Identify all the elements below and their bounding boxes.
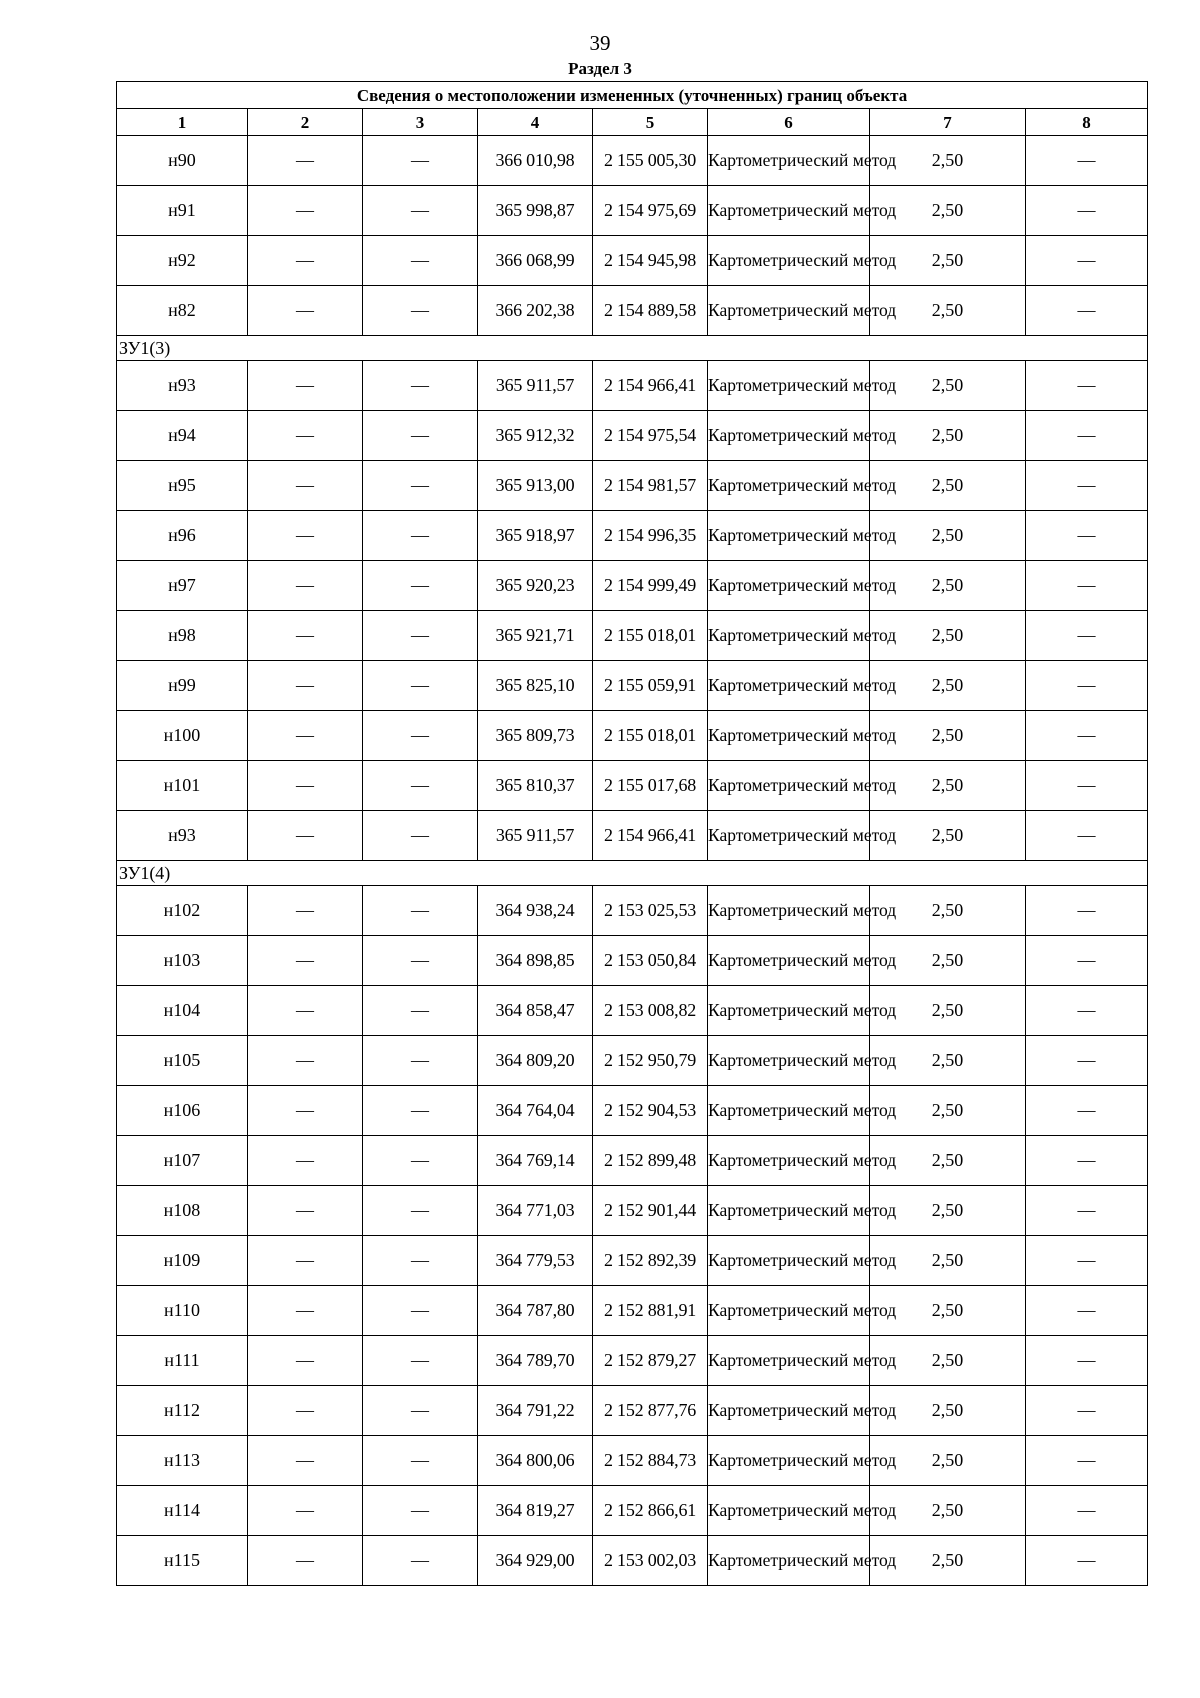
cell-coord-y: 2 155 005,30 <box>593 136 708 186</box>
cell-coord-y: 2 155 017,68 <box>593 761 708 811</box>
group-row <box>117 336 1148 361</box>
column-number-6: 6 <box>708 109 870 136</box>
cell-col-3: — <box>363 1036 478 1086</box>
cell-col-2: — <box>248 1086 363 1136</box>
cell-coord-y: 2 153 002,03 <box>593 1536 708 1586</box>
table-row <box>117 1286 1148 1336</box>
column-number-3: 3 <box>363 109 478 136</box>
cell-coord-x: 365 913,00 <box>478 461 593 511</box>
cell-coord-y: 2 152 892,39 <box>593 1236 708 1286</box>
cell-col-2: — <box>248 1286 363 1336</box>
cell-coord-y: 2 154 966,41 <box>593 361 708 411</box>
table-row <box>117 411 1148 461</box>
cell-col-2: — <box>248 1186 363 1236</box>
cell-point-name: н104 <box>117 986 248 1036</box>
cell-col-2: — <box>248 1036 363 1086</box>
cell-accuracy: 2,50 <box>870 236 1026 286</box>
cell-point-name: н103 <box>117 936 248 986</box>
cell-col-3: — <box>363 986 478 1036</box>
cell-method: Картометрический метод <box>708 136 870 186</box>
cell-col-3: — <box>363 611 478 661</box>
cell-col-3: — <box>363 761 478 811</box>
cell-point-name: н107 <box>117 1136 248 1186</box>
cell-col-8: — <box>1026 1286 1148 1336</box>
column-number-row <box>117 109 1148 136</box>
cell-method: Картометрический метод <box>708 1386 870 1436</box>
cell-col-2: — <box>248 761 363 811</box>
cell-method: Картометрический метод <box>708 1336 870 1386</box>
table-row <box>117 1036 1148 1086</box>
cell-accuracy: 2,50 <box>870 1336 1026 1386</box>
cell-coord-y: 2 153 050,84 <box>593 936 708 986</box>
cell-method: Картометрический метод <box>708 986 870 1036</box>
cell-coord-y: 2 155 018,01 <box>593 611 708 661</box>
table-row <box>117 886 1148 936</box>
cell-method: Картометрический метод <box>708 1186 870 1236</box>
table-row <box>117 1486 1148 1536</box>
cell-method: Картометрический метод <box>708 1536 870 1586</box>
table-row <box>117 1336 1148 1386</box>
cell-point-name: н98 <box>117 611 248 661</box>
cell-col-8: — <box>1026 1436 1148 1486</box>
cell-coord-x: 364 938,24 <box>478 886 593 936</box>
cell-col-2: — <box>248 1486 363 1536</box>
cell-point-name: н102 <box>117 886 248 936</box>
cell-coord-x: 365 825,10 <box>478 661 593 711</box>
cell-col-3: — <box>363 711 478 761</box>
cell-method: Картометрический метод <box>708 286 870 336</box>
cell-coord-y: 2 153 008,82 <box>593 986 708 1036</box>
table-row <box>117 1236 1148 1286</box>
cell-method: Картометрический метод <box>708 1136 870 1186</box>
cell-col-2: — <box>248 986 363 1036</box>
cell-col-8: — <box>1026 1136 1148 1186</box>
cell-col-2: — <box>248 461 363 511</box>
cell-accuracy: 2,50 <box>870 761 1026 811</box>
cell-coord-x: 364 791,22 <box>478 1386 593 1436</box>
cell-col-3: — <box>363 811 478 861</box>
cell-col-2: — <box>248 1336 363 1386</box>
table-row <box>117 186 1148 236</box>
cell-col-3: — <box>363 186 478 236</box>
cell-coord-x: 364 858,47 <box>478 986 593 1036</box>
cell-col-8: — <box>1026 236 1148 286</box>
cell-coord-x: 364 809,20 <box>478 1036 593 1086</box>
cell-accuracy: 2,50 <box>870 561 1026 611</box>
cell-col-8: — <box>1026 411 1148 461</box>
cell-col-3: — <box>363 411 478 461</box>
cell-col-2: — <box>248 886 363 936</box>
cell-col-2: — <box>248 361 363 411</box>
cell-col-3: — <box>363 361 478 411</box>
cell-method: Картометрический метод <box>708 461 870 511</box>
cell-coord-y: 2 152 879,27 <box>593 1336 708 1386</box>
cell-accuracy: 2,50 <box>870 1486 1026 1536</box>
column-number-8: 8 <box>1026 109 1148 136</box>
cell-coord-x: 365 810,37 <box>478 761 593 811</box>
cell-col-8: — <box>1026 811 1148 861</box>
cell-accuracy: 2,50 <box>870 411 1026 461</box>
section-title: Раздел 3 <box>568 59 632 78</box>
cell-method: Картометрический метод <box>708 411 870 461</box>
cell-col-2: — <box>248 1236 363 1286</box>
cell-accuracy: 2,50 <box>870 186 1026 236</box>
cell-coord-y: 2 154 999,49 <box>593 561 708 611</box>
cell-accuracy: 2,50 <box>870 1236 1026 1286</box>
cell-col-3: — <box>363 136 478 186</box>
cell-coord-x: 364 898,85 <box>478 936 593 986</box>
cell-point-name: н111 <box>117 1336 248 1386</box>
cell-col-8: — <box>1026 511 1148 561</box>
cell-col-2: — <box>248 136 363 186</box>
cell-col-2: — <box>248 1136 363 1186</box>
cell-accuracy: 2,50 <box>870 1286 1026 1336</box>
cell-col-3: — <box>363 1436 478 1486</box>
cell-col-8: — <box>1026 136 1148 186</box>
table-row <box>117 136 1148 186</box>
cell-accuracy: 2,50 <box>870 1536 1026 1586</box>
cell-method: Картометрический метод <box>708 1436 870 1486</box>
cell-point-name: н92 <box>117 236 248 286</box>
cell-accuracy: 2,50 <box>870 1386 1026 1436</box>
table-row <box>117 761 1148 811</box>
cell-method: Картометрический метод <box>708 236 870 286</box>
cell-coord-y: 2 152 904,53 <box>593 1086 708 1136</box>
cell-coord-x: 366 010,98 <box>478 136 593 186</box>
cell-method: Картометрический метод <box>708 561 870 611</box>
cell-col-8: — <box>1026 761 1148 811</box>
cell-col-2: — <box>248 811 363 861</box>
table-row <box>117 1536 1148 1586</box>
cell-col-8: — <box>1026 1386 1148 1436</box>
cell-col-8: — <box>1026 1236 1148 1286</box>
cell-col-8: — <box>1026 1186 1148 1236</box>
cell-coord-x: 364 769,14 <box>478 1136 593 1186</box>
cell-col-8: — <box>1026 1036 1148 1086</box>
column-number-4: 4 <box>478 109 593 136</box>
table-row <box>117 461 1148 511</box>
cell-coord-y: 2 154 981,57 <box>593 461 708 511</box>
cell-point-name: н82 <box>117 286 248 336</box>
cell-coord-x: 364 819,27 <box>478 1486 593 1536</box>
cell-col-8: — <box>1026 1486 1148 1536</box>
cell-coord-x: 365 911,57 <box>478 811 593 861</box>
cell-coord-y: 2 152 877,76 <box>593 1386 708 1436</box>
cell-coord-x: 364 779,53 <box>478 1236 593 1286</box>
cell-accuracy: 2,50 <box>870 461 1026 511</box>
cell-accuracy: 2,50 <box>870 711 1026 761</box>
cell-coord-y: 2 154 996,35 <box>593 511 708 561</box>
cell-accuracy: 2,50 <box>870 1086 1026 1136</box>
cell-method: Картометрический метод <box>708 761 870 811</box>
cell-coord-x: 365 998,87 <box>478 186 593 236</box>
cell-accuracy: 2,50 <box>870 1436 1026 1486</box>
cell-coord-x: 364 800,06 <box>478 1436 593 1486</box>
cell-point-name: н105 <box>117 1036 248 1086</box>
cell-col-3: — <box>363 1486 478 1536</box>
cell-col-3: — <box>363 1186 478 1236</box>
cell-col-3: — <box>363 511 478 561</box>
cell-method: Картометрический метод <box>708 661 870 711</box>
cell-method: Картометрический метод <box>708 1086 870 1136</box>
cell-col-8: — <box>1026 186 1148 236</box>
cell-point-name: н96 <box>117 511 248 561</box>
cell-method: Картометрический метод <box>708 936 870 986</box>
cell-coord-y: 2 154 975,54 <box>593 411 708 461</box>
cell-col-8: — <box>1026 1336 1148 1386</box>
cell-col-8: — <box>1026 1086 1148 1136</box>
table-row <box>117 1186 1148 1236</box>
cell-point-name: н99 <box>117 661 248 711</box>
cell-col-2: — <box>248 661 363 711</box>
cell-point-name: н108 <box>117 1186 248 1236</box>
cell-accuracy: 2,50 <box>870 1136 1026 1186</box>
cell-col-3: — <box>363 1086 478 1136</box>
boundary-coordinates-table <box>116 81 1148 1586</box>
table-row <box>117 1086 1148 1136</box>
cell-col-3: — <box>363 561 478 611</box>
cell-col-8: — <box>1026 886 1148 936</box>
cell-coord-x: 366 202,38 <box>478 286 593 336</box>
cell-coord-x: 364 789,70 <box>478 1336 593 1386</box>
table-row <box>117 1436 1148 1486</box>
cell-coord-y: 2 155 018,01 <box>593 711 708 761</box>
cell-coord-y: 2 152 950,79 <box>593 1036 708 1086</box>
cell-coord-y: 2 152 884,73 <box>593 1436 708 1486</box>
cell-method: Картометрический метод <box>708 611 870 661</box>
cell-point-name: н114 <box>117 1486 248 1536</box>
group-label: ЗУ1(4) <box>117 861 1148 886</box>
cell-point-name: н94 <box>117 411 248 461</box>
cell-coord-y: 2 152 899,48 <box>593 1136 708 1186</box>
table-row <box>117 811 1148 861</box>
cell-col-2: — <box>248 511 363 561</box>
cell-coord-x: 364 787,80 <box>478 1286 593 1336</box>
cell-point-name: н95 <box>117 461 248 511</box>
cell-point-name: н106 <box>117 1086 248 1136</box>
cell-point-name: н93 <box>117 361 248 411</box>
table-row <box>117 561 1148 611</box>
cell-accuracy: 2,50 <box>870 611 1026 661</box>
group-label: ЗУ1(3) <box>117 336 1148 361</box>
cell-method: Картометрический метод <box>708 511 870 561</box>
table-row <box>117 661 1148 711</box>
cell-point-name: н110 <box>117 1286 248 1336</box>
cell-method: Картометрический метод <box>708 186 870 236</box>
cell-coord-y: 2 153 025,53 <box>593 886 708 936</box>
cell-col-2: — <box>248 286 363 336</box>
table-row <box>117 236 1148 286</box>
cell-col-3: — <box>363 1286 478 1336</box>
cell-coord-x: 364 929,00 <box>478 1536 593 1586</box>
cell-col-8: — <box>1026 461 1148 511</box>
cell-coord-x: 365 921,71 <box>478 611 593 661</box>
cell-col-8: — <box>1026 361 1148 411</box>
cell-col-2: — <box>248 711 363 761</box>
cell-accuracy: 2,50 <box>870 1186 1026 1236</box>
cell-coord-y: 2 154 966,41 <box>593 811 708 861</box>
table-row <box>117 936 1148 986</box>
cell-coord-y: 2 154 889,58 <box>593 286 708 336</box>
cell-col-3: — <box>363 1536 478 1586</box>
cell-col-2: — <box>248 611 363 661</box>
cell-accuracy: 2,50 <box>870 1036 1026 1086</box>
cell-col-3: — <box>363 461 478 511</box>
table-caption: Сведения о местоположении измененных (уточненных) границ объекта <box>117 82 1148 109</box>
cell-coord-y: 2 152 901,44 <box>593 1186 708 1236</box>
cell-accuracy: 2,50 <box>870 886 1026 936</box>
cell-method: Картометрический метод <box>708 886 870 936</box>
cell-col-2: — <box>248 1536 363 1586</box>
cell-col-3: — <box>363 236 478 286</box>
table-row <box>117 286 1148 336</box>
table-row <box>117 1136 1148 1186</box>
cell-accuracy: 2,50 <box>870 986 1026 1036</box>
cell-point-name: н115 <box>117 1536 248 1586</box>
cell-col-3: — <box>363 936 478 986</box>
cell-col-8: — <box>1026 561 1148 611</box>
cell-col-3: — <box>363 1386 478 1436</box>
table-row <box>117 1386 1148 1436</box>
cell-col-3: — <box>363 1136 478 1186</box>
cell-col-2: — <box>248 186 363 236</box>
cell-point-name: н90 <box>117 136 248 186</box>
cell-coord-y: 2 152 866,61 <box>593 1486 708 1536</box>
table-row <box>117 361 1148 411</box>
table-row <box>117 711 1148 761</box>
cell-point-name: н91 <box>117 186 248 236</box>
cell-col-2: — <box>248 561 363 611</box>
cell-method: Картометрический метод <box>708 1036 870 1086</box>
cell-coord-x: 365 911,57 <box>478 361 593 411</box>
cell-col-3: — <box>363 286 478 336</box>
cell-col-2: — <box>248 1436 363 1486</box>
cell-coord-y: 2 154 975,69 <box>593 186 708 236</box>
group-row <box>117 861 1148 886</box>
cell-accuracy: 2,50 <box>870 511 1026 561</box>
cell-col-2: — <box>248 236 363 286</box>
cell-coord-x: 365 918,97 <box>478 511 593 561</box>
cell-col-3: — <box>363 1236 478 1286</box>
cell-method: Картометрический метод <box>708 1236 870 1286</box>
cell-col-8: — <box>1026 661 1148 711</box>
cell-col-3: — <box>363 661 478 711</box>
table-row <box>117 611 1148 661</box>
column-number-1: 1 <box>117 109 248 136</box>
cell-point-name: н101 <box>117 761 248 811</box>
table-row <box>117 511 1148 561</box>
cell-accuracy: 2,50 <box>870 936 1026 986</box>
cell-point-name: н109 <box>117 1236 248 1286</box>
cell-coord-y: 2 154 945,98 <box>593 236 708 286</box>
cell-col-3: — <box>363 1336 478 1386</box>
cell-point-name: н100 <box>117 711 248 761</box>
cell-col-8: — <box>1026 1536 1148 1586</box>
cell-coord-x: 365 809,73 <box>478 711 593 761</box>
column-number-7: 7 <box>870 109 1026 136</box>
cell-col-8: — <box>1026 611 1148 661</box>
cell-col-3: — <box>363 886 478 936</box>
cell-coord-y: 2 155 059,91 <box>593 661 708 711</box>
cell-col-8: — <box>1026 986 1148 1036</box>
cell-col-8: — <box>1026 286 1148 336</box>
table-row <box>117 986 1148 1036</box>
table-caption-row <box>117 82 1148 109</box>
cell-coord-y: 2 152 881,91 <box>593 1286 708 1336</box>
column-number-2: 2 <box>248 109 363 136</box>
cell-accuracy: 2,50 <box>870 286 1026 336</box>
cell-col-2: — <box>248 936 363 986</box>
cell-accuracy: 2,50 <box>870 136 1026 186</box>
cell-method: Картометрический метод <box>708 1286 870 1336</box>
cell-point-name: н113 <box>117 1436 248 1486</box>
cell-accuracy: 2,50 <box>870 361 1026 411</box>
cell-accuracy: 2,50 <box>870 811 1026 861</box>
cell-coord-x: 364 764,04 <box>478 1086 593 1136</box>
cell-coord-x: 365 920,23 <box>478 561 593 611</box>
cell-method: Картометрический метод <box>708 361 870 411</box>
cell-col-8: — <box>1026 936 1148 986</box>
cell-col-2: — <box>248 411 363 461</box>
cell-point-name: н93 <box>117 811 248 861</box>
cell-point-name: н97 <box>117 561 248 611</box>
cell-point-name: н112 <box>117 1386 248 1436</box>
column-number-5: 5 <box>593 109 708 136</box>
cell-method: Картометрический метод <box>708 1486 870 1536</box>
page-number: 39 <box>589 31 611 55</box>
cell-col-8: — <box>1026 711 1148 761</box>
cell-col-2: — <box>248 1386 363 1436</box>
cell-coord-x: 365 912,32 <box>478 411 593 461</box>
cell-accuracy: 2,50 <box>870 661 1026 711</box>
cell-method: Картометрический метод <box>708 711 870 761</box>
cell-method: Картометрический метод <box>708 811 870 861</box>
cell-coord-x: 366 068,99 <box>478 236 593 286</box>
cell-coord-x: 364 771,03 <box>478 1186 593 1236</box>
